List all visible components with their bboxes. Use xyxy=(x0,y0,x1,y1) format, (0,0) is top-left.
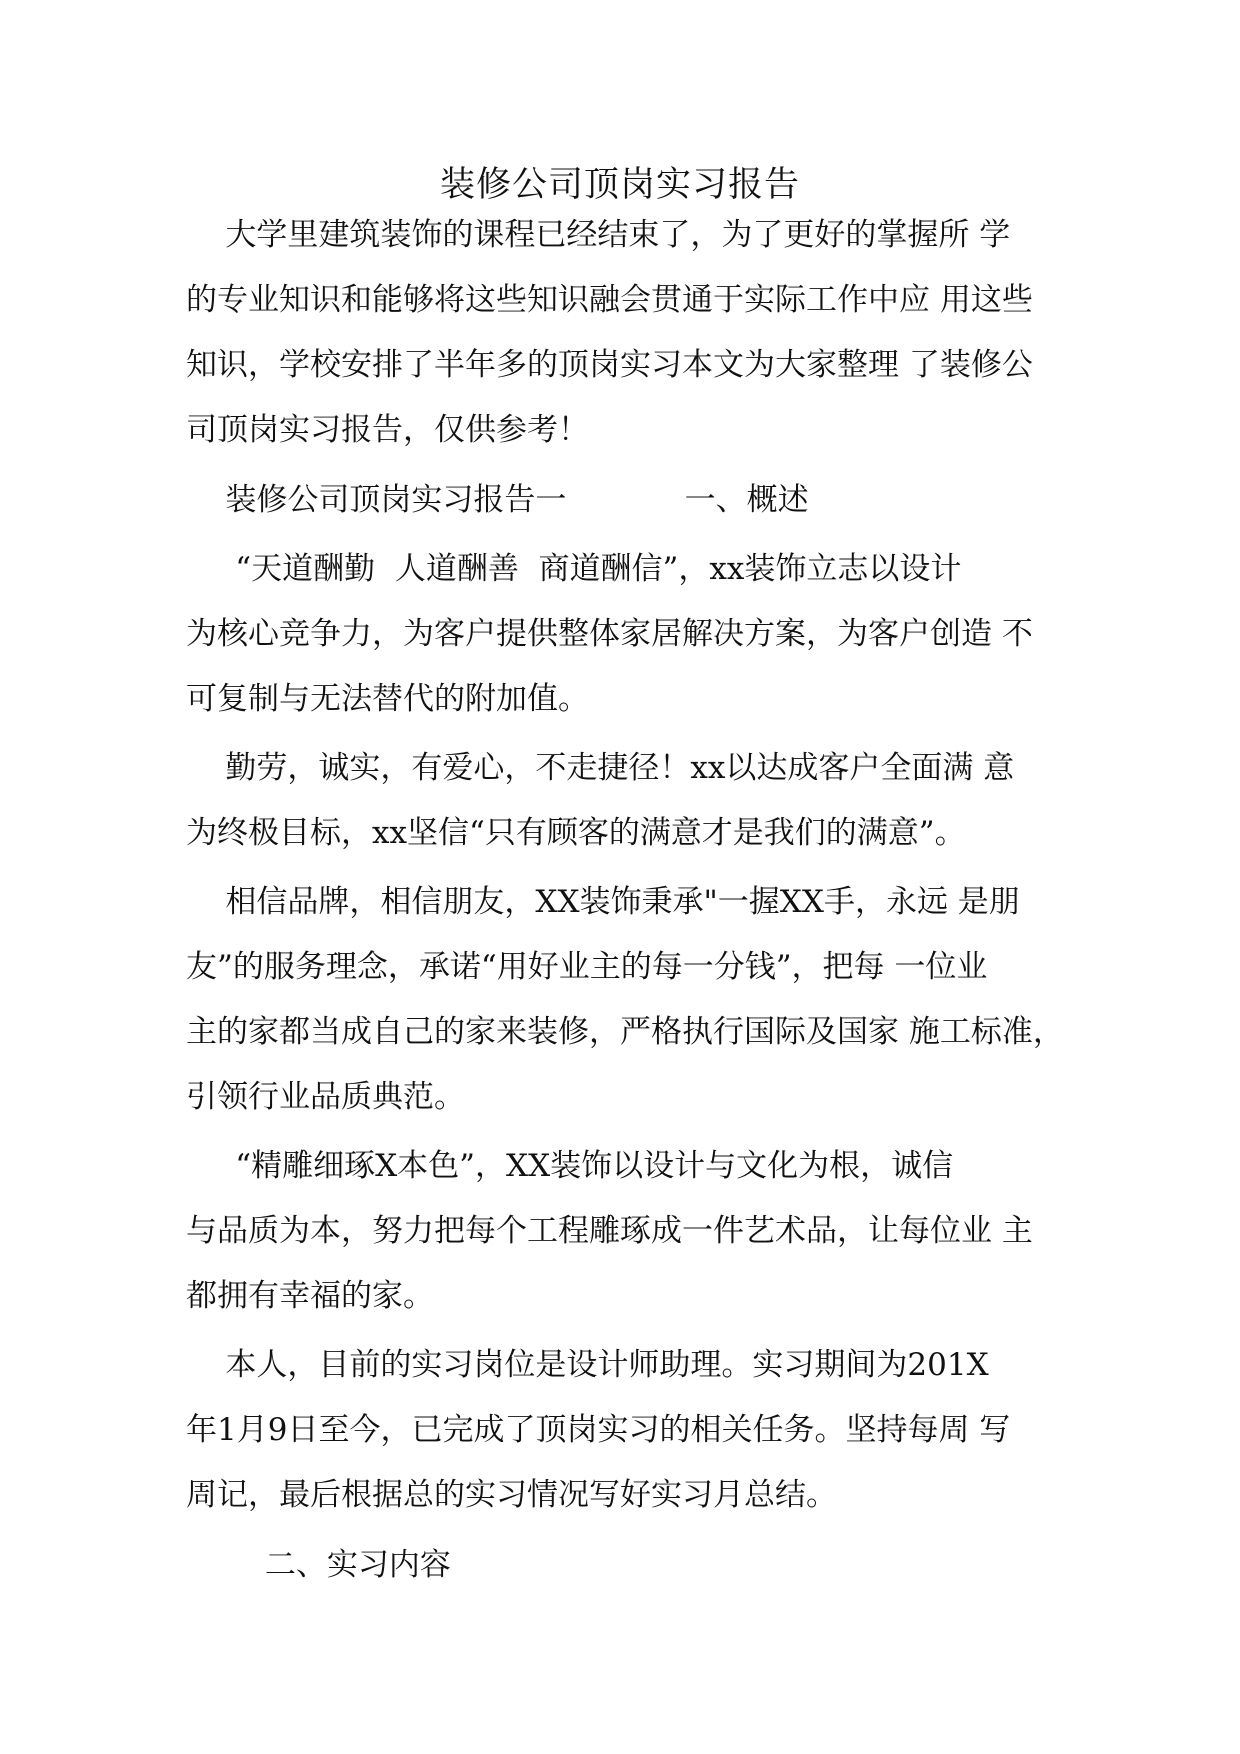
paragraph-line: 与品质为本，努力把每个工程雕琢成一件艺术品，让每位业 主 xyxy=(186,1213,1033,1249)
paragraph-line: 主的家都当成自己的家来装修，严格执行国际及国家 施工标准， xyxy=(186,1014,1064,1050)
paragraph-line: 本人，目前的实习岗位是设计师助理。实习期间为201X xyxy=(186,1347,989,1383)
section-heading-line: 二、实习内容 xyxy=(186,1547,451,1583)
paragraph-line: 司顶岗实习报告，仅供参考！ xyxy=(186,412,589,448)
paragraph-line: 年1月9日至今，已完成了顶岗实习的相关任务。坚持每周 写 xyxy=(186,1412,1011,1448)
paragraph-line: 周记，最后根据总的实习情况写好实习月总结。 xyxy=(186,1477,837,1513)
paragraph-line: 可复制与无法替代的附加值。 xyxy=(186,681,589,717)
paragraph-line: “天道酬勤 人道酬善 商道酬信”，xx装饰立志以设计 xyxy=(186,551,962,587)
section-heading-line: 装修公司顶岗实习报告一 一、概述 xyxy=(186,482,809,518)
paragraph-line: 勤劳，诚实，有爱心，不走捷径！xx以达成客户全面满 意 xyxy=(186,750,1015,786)
paragraph-line: 引领行业品质典范。 xyxy=(186,1079,465,1115)
paragraph-line: “精雕细琢X本色”，XX装饰以设计与文化为根，诚信 xyxy=(186,1148,954,1184)
paragraph-line: 知识，学校安排了半年多的顶岗实习本文为大家整理 了装修公 xyxy=(186,347,1033,383)
paragraph-line: 为核心竞争力，为客户提供整体家居解决方案，为客户创造 不 xyxy=(186,616,1033,652)
paragraph-line: 大学里建筑装饰的课程已经结束了，为了更好的掌握所 学 xyxy=(186,217,1011,253)
document-title: 装修公司顶岗实习报告 xyxy=(439,165,800,205)
paragraph-line: 相信品牌，相信朋友，XX装饰秉承"一握XX手，永远 是朋 xyxy=(186,884,1020,920)
paragraph-line: 的专业知识和能够将这些知识融会贯通于实际工作中应 用这些 xyxy=(186,282,1033,318)
paragraph-line: 都拥有幸福的家。 xyxy=(186,1278,434,1314)
paragraph-line: 友”的服务理念，承诺“用好业主的每一分钱”，把每 一位业 xyxy=(186,949,988,985)
paragraph-line: 为终极目标，xx坚信“只有顾客的满意才是我们的满意”。 xyxy=(186,815,966,851)
